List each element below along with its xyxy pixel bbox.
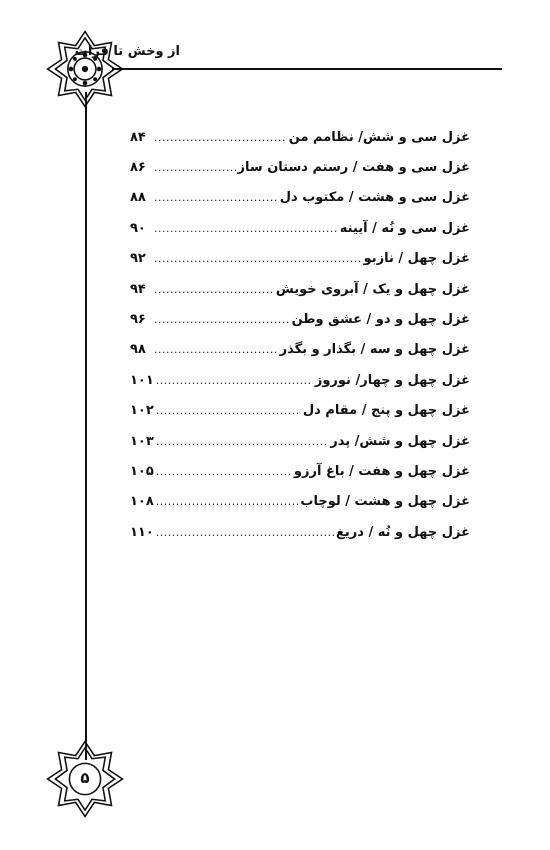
toc-entry[interactable] — [130, 304, 470, 334]
toc-entry-title: غزل چهل و یک / آبروی خویش — [275, 281, 470, 297]
toc-leader-dots — [156, 374, 313, 387]
toc-entry-title: غزل چهل و هشت / لوچاب — [300, 494, 470, 510]
toc-leader-dots — [154, 222, 338, 235]
toc-leader-dots — [154, 161, 236, 174]
ornament-rosette-icon — [46, 30, 124, 108]
table-of-contents — [130, 122, 470, 547]
toc-leader-dots — [154, 283, 274, 296]
toc-entry-title: غزل چهل و پنج / مقام دل — [302, 403, 470, 419]
toc-entry-title: غزل چهل و چهار/ نوروز — [314, 372, 470, 388]
toc-entry[interactable] — [130, 487, 470, 517]
toc-entry-title: غزل سی و نُه / آیینه — [339, 220, 470, 236]
toc-entry-title: غزل سی و شش/ نظامم من — [288, 129, 470, 145]
toc-entry-page: ۱۱۰ — [130, 524, 154, 540]
toc-entry[interactable] — [130, 396, 470, 426]
toc-entry-title: غزل چهل و هفت / باغ آرزو — [293, 463, 470, 479]
toc-leader-dots — [154, 343, 278, 356]
toc-entry-page: ۸۸ — [130, 190, 146, 206]
toc-leader-dots — [156, 526, 334, 539]
toc-entry-page: ۱۰۸ — [130, 494, 154, 510]
margin-vertical-rule — [85, 92, 87, 760]
toc-entry[interactable] — [130, 122, 470, 152]
toc-leader-dots — [154, 191, 278, 204]
toc-entry-page: ۱۰۵ — [130, 463, 154, 479]
toc-entry-page: ۸۴ — [130, 129, 146, 145]
toc-entry-page: ۹۸ — [130, 342, 146, 358]
toc-leader-dots — [156, 495, 299, 508]
toc-leader-dots — [156, 435, 328, 448]
toc-entry[interactable] — [130, 244, 470, 274]
toc-entry-title: غزل سی و هفت / رستم دستان ساز — [237, 160, 470, 176]
toc-leader-dots — [154, 252, 362, 265]
toc-entry-page: ۱۰۲ — [130, 403, 154, 419]
header-horizontal-rule — [112, 68, 502, 70]
toc-entry[interactable] — [130, 517, 470, 547]
toc-entry[interactable] — [130, 213, 470, 243]
toc-entry[interactable] — [130, 183, 470, 213]
toc-entry-title: غزل چهل و سه / بگذار و بگذر — [279, 342, 470, 358]
toc-leader-dots — [154, 313, 290, 326]
toc-entry-page: ۱۰۱ — [130, 372, 154, 388]
toc-entry[interactable] — [130, 152, 470, 182]
running-header-title: از وخش تا فرات — [74, 44, 180, 59]
toc-entry-title: غزل چهل و دو / عشق وطن — [291, 312, 470, 328]
toc-entry-page: ۹۲ — [130, 251, 146, 267]
toc-entry-title: غزل چهل و نُه / دریغ — [336, 524, 470, 540]
toc-entry[interactable] — [130, 274, 470, 304]
toc-leader-dots — [156, 465, 292, 478]
toc-entry-page: ۹۰ — [130, 220, 146, 236]
toc-entry[interactable] — [130, 335, 470, 365]
toc-entry-page: ۹۴ — [130, 281, 146, 297]
toc-entry-page: ۸۶ — [130, 160, 146, 176]
toc-leader-dots — [156, 404, 301, 417]
toc-entry-title: غزل چهل و شش/ پدر — [330, 433, 470, 449]
page-number: ۵ — [80, 769, 90, 787]
toc-entry[interactable] — [130, 456, 470, 486]
toc-entry-page: ۹۶ — [130, 312, 146, 328]
toc-entry-title: غزل چهل / نازبو — [363, 251, 470, 267]
toc-entry-page: ۱۰۳ — [130, 433, 154, 449]
toc-entry[interactable] — [130, 365, 470, 395]
toc-leader-dots — [154, 131, 287, 144]
toc-entry[interactable] — [130, 426, 470, 456]
toc-entry-title: غزل سی و هشت / مکتوب دل — [279, 190, 470, 206]
